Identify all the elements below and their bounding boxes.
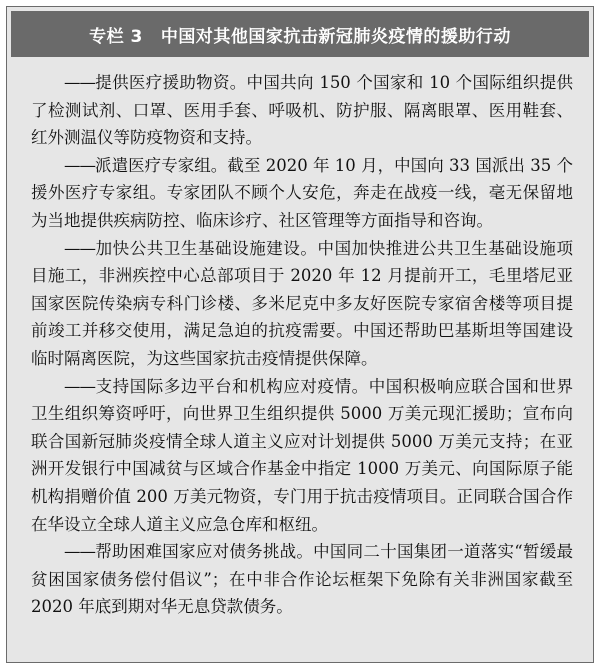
sidebar-box [6, 6, 594, 663]
paragraph-text: 派遣医疗专家组。截至 2020 年 10 月，中国向 33 国派出 35 个援外医疗专家组。专家团队不顾个人安危，奔走在战疫一线，毫无保留地为当地提供疾病防控、临床诊疗、社区管理等方面指导和咨询。 [31, 155, 573, 230]
box-label: 专栏 3 [89, 26, 143, 47]
em-dash: —— [64, 155, 95, 175]
paragraph-infrastructure [31, 235, 573, 373]
em-dash: —— [64, 376, 95, 396]
paragraph-text: 支持国际多边平台和机构应对疫情。中国积极响应联合国和世界卫生组织筹资呼吁，向世界卫生组织提供 5000 万美元现汇援助；宣布向联合国新冠肺炎疫情全球人道主义应对计划提供 5000 万美元支持；在亚洲开发银行中国减贫与区域合作基金中指定 1000 万美元、向国际原子能机构捐赠价值 200 万美元物资，专门用于抗击疫情项目。正同联合国合作在华设立全球人道主义应急仓库和枢纽。 [31, 376, 573, 534]
em-dash: —— [64, 238, 95, 258]
paragraph-medical-supplies [31, 69, 573, 152]
em-dash: —— [64, 73, 95, 92]
paragraph-text: 提供医疗援助物资。中国共向 150 个国家和 10 个国际组织提供了检测试剂、口罩、医用手套、呼吸机、防护服、隔离眼罩、医用鞋套、红外测温仪等防疫物资和支持。 [31, 73, 573, 148]
box-header [11, 11, 589, 57]
paragraph-text: 帮助困难国家应对债务挑战。中国同二十国集团一道落实“暂缓最贫困国家债务偿付倡议”；在中非合作论坛框架下免除有关非洲国家截至 2020 年底到期对华无息贷款债务。 [31, 542, 573, 617]
box-content [31, 69, 573, 621]
paragraph-expert-teams [31, 152, 573, 235]
paragraph-multilateral-support [31, 373, 573, 539]
em-dash: —— [64, 542, 95, 562]
box-title: 中国对其他国家抗击新冠肺炎疫情的援助行动 [160, 26, 511, 47]
paragraph-text: 加快公共卫生基础设施建设。中国加快推进公共卫生基础设施项目施工，非洲疾控中心总部项目于 2020 年 12 月提前开工，毛里塔尼亚国家医院传染病专科门诊楼、多米尼克中多友好医院专家宿舍楼等项目提前竣工并移交使用，满足急迫的抗疫需要。中国还帮助巴基斯坦等国建设临时隔离医院，为这些国家抗击疫情提供保障。 [31, 238, 573, 368]
paragraph-debt-relief [31, 538, 573, 621]
